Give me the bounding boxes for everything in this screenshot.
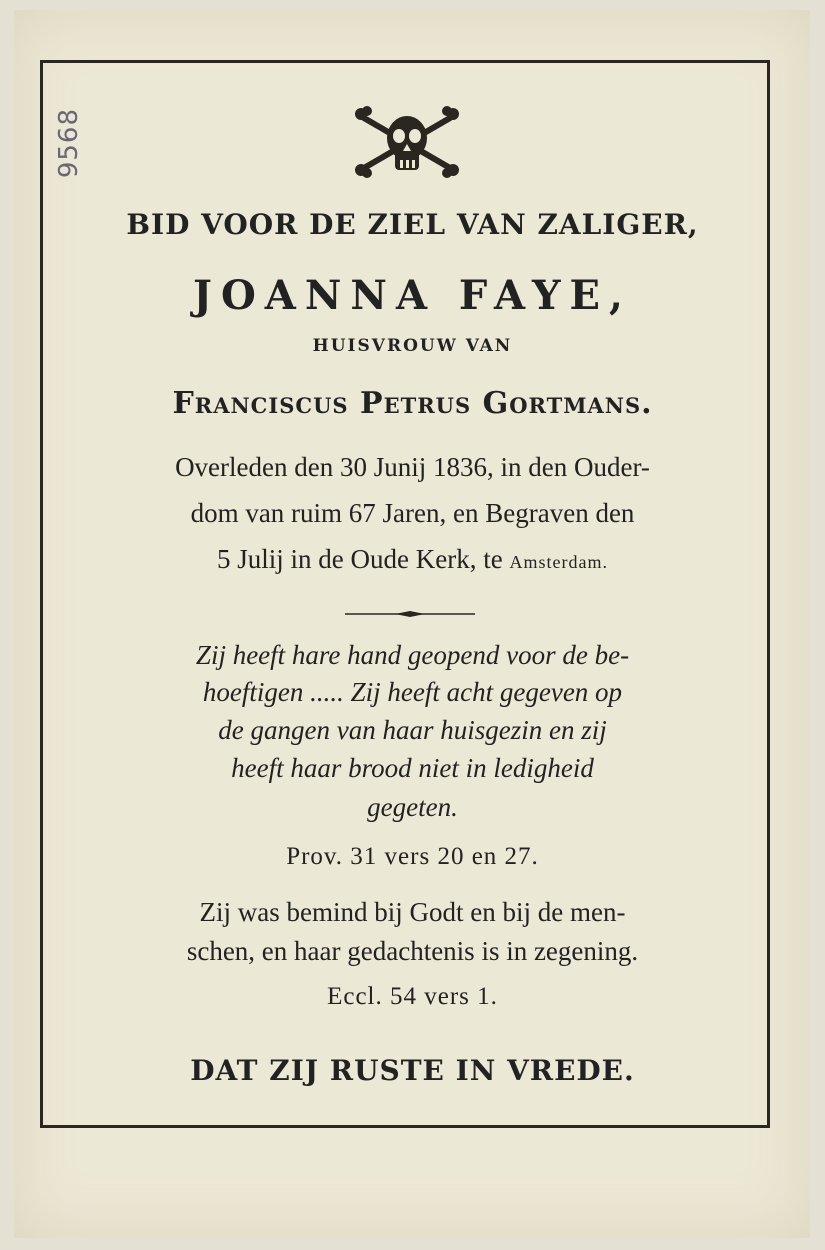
skull-crossbones-icon (352, 104, 462, 180)
prayer-heading: BID VOOR DE ZIEL VAN ZALIGER, (126, 208, 699, 241)
verse-line-3: de gangen van haar huisgezin en zij (218, 715, 607, 745)
death-details-line-2: dom van ruim 67 Jaren, en Begraven den (190, 498, 635, 528)
husband-name: Franciscus Petrus Gortmans. (172, 386, 653, 421)
burial-text: 5 Julij in de Oude Kerk, te (217, 544, 510, 574)
verse-line-4: heeft haar brood niet in ledigheid (231, 753, 594, 783)
ornamental-divider (345, 611, 475, 617)
verse-line-5: gegeten. (367, 792, 458, 822)
verse-reference-proverbs: Prov. 31 vers 20 en 27. (286, 843, 539, 870)
burial-place: Amsterdam. (509, 552, 608, 572)
deceased-name: JOANNA FAYE, (193, 272, 632, 319)
death-details-line-1: Overleden den 30 Junij 1836, in den Ouder- (175, 452, 650, 482)
death-details-line-3 (0, 544, 825, 575)
verse-reference-ecclesiasticus: Eccl. 54 vers 1. (327, 983, 498, 1010)
inventory-number: 9568 (54, 108, 84, 179)
second-verse-line-1: Zij was bemind bij Godt en bij de men- (199, 897, 626, 927)
second-verse-line-2: schen, en haar gedachtenis is in zegening. (186, 936, 639, 966)
verse-line-2: hoeftigen ..... Zij heeft acht gegeven op (202, 677, 623, 707)
verse-line-1: Zij heeft hare hand geopend voor de be- (195, 640, 630, 670)
closing-prayer: DAT ZIJ RUSTE IN VREDE. (190, 1054, 635, 1087)
relation-label: HUISVROUW VAN (312, 336, 513, 356)
